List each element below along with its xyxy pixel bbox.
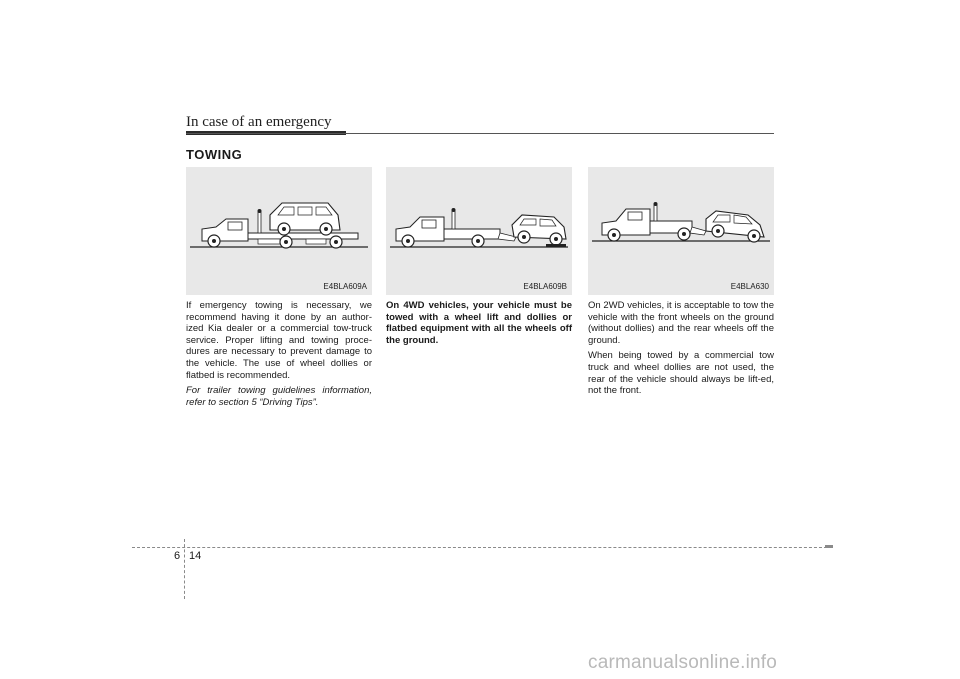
figure-rear-lift-towing bbox=[588, 167, 774, 295]
header-title: In case of an emergency bbox=[186, 114, 332, 130]
header-rule bbox=[186, 133, 774, 134]
figure-code: E4BLA609A bbox=[323, 282, 367, 291]
rear-lift-tow-illustration bbox=[588, 167, 774, 295]
footer-mark bbox=[825, 545, 833, 548]
flatbed-tow-illustration bbox=[186, 167, 372, 295]
4wd-towing-paragraph: On 4WD vehicles, your vehicle must be towed with a wheel lift and dollies or flatbed equipment with all the wheels off the ground. bbox=[386, 300, 572, 346]
figure-flatbed-towing bbox=[186, 167, 372, 295]
figure-wheel-lift-dollies bbox=[386, 167, 572, 295]
trailer-towing-reference: For trailer towing guidelines information, refer to section 5 “Driving Tips”. bbox=[186, 385, 372, 408]
column-2 bbox=[386, 300, 572, 350]
watermark: carmanualsonline.info bbox=[588, 652, 778, 673]
chapter-number: 6 bbox=[174, 550, 181, 562]
column-3 bbox=[588, 300, 774, 401]
footer-divider bbox=[184, 539, 185, 599]
figure-code: E4BLA609B bbox=[523, 282, 567, 291]
figure-code: E4BLA630 bbox=[730, 282, 769, 291]
wheel-lift-tow-illustration bbox=[386, 167, 572, 295]
column-1 bbox=[186, 300, 372, 412]
2wd-towing-paragraph: On 2WD vehicles, it is acceptable to tow the vehicle with the front wheels on the ground (without dollies) and the rear wheels off the ground. bbox=[588, 300, 774, 346]
page-number: 14 bbox=[189, 550, 202, 562]
general-towing-paragraph: If emergency towing is necessary, we recommend having it done by an author-ized Kia dealer or a commercial tow-truck service. Proper lifting and towing proce-dures are necessary to prevent damage to the vehicle. The use of wheel dollies or flatbed is recommended. bbox=[186, 300, 372, 381]
footer-rule bbox=[132, 547, 832, 548]
section-title: TOWING bbox=[186, 147, 243, 162]
rear-lift-paragraph: When being towed by a commercial tow truck and wheel dollies are not used, the rear of the vehicle should always be lift-ed, not the front. bbox=[588, 350, 774, 397]
